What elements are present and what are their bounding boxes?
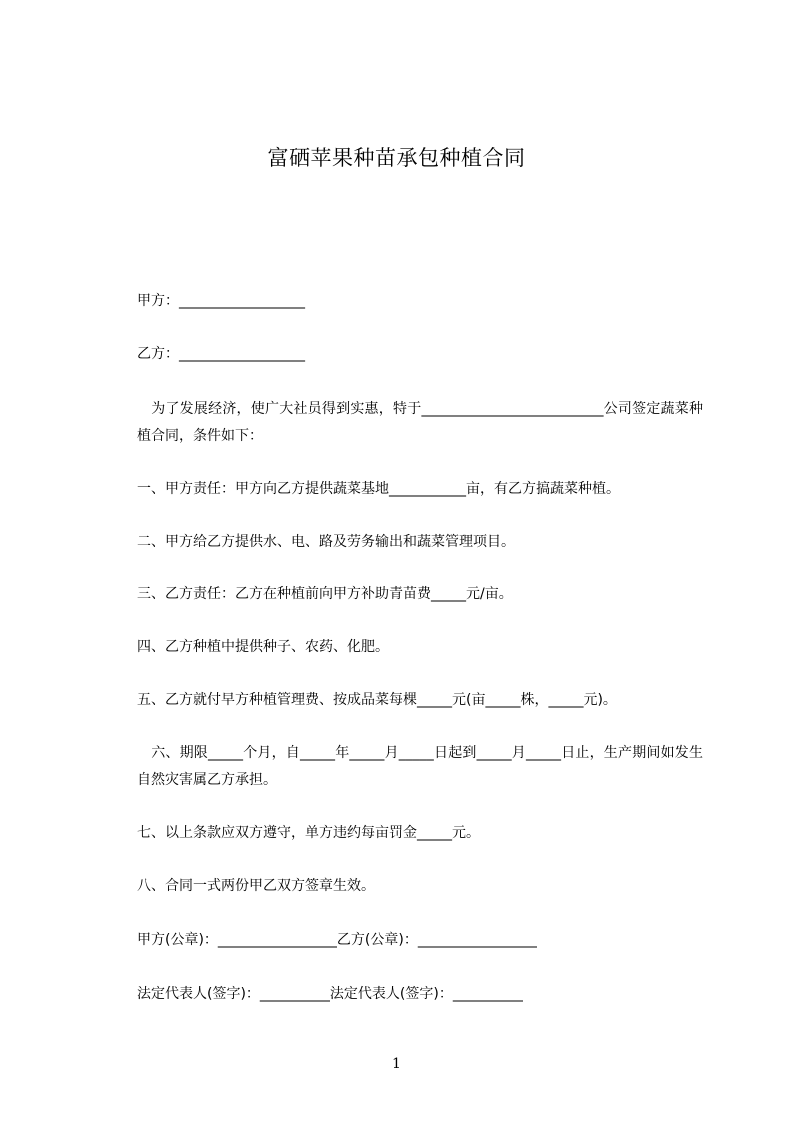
seal-line: 甲方(公章)：_________________乙方(公章)：_________________ [137,932,537,948]
clause-5: 五、乙方就付早方种植管理费、按成品菜每棵_____元(亩_____株，_____元)。 [137,692,617,708]
clause-2: 二、甲方给乙方提供水、电、路及劳务输出和蔬菜管理项目。 [137,534,515,550]
clause-7: 七、以上条款应双方遵守，单方违约每亩罚金_____元。 [137,825,480,841]
clause-3: 三、乙方责任：乙方在种植前向甲方补助青苗费_____元/亩。 [137,586,513,602]
clause-4: 四、乙方种植中提供种子、农药、化肥。 [137,639,389,655]
clause-6: 六、期限_____个月，自_____年_____月_____日起到_____月_____日止，生产期间如发生自然灾害属乙方承担。 [137,745,703,788]
document-title: 富硒苹果种苗承包种植合同 [267,146,526,170]
page-number: 1 [392,1056,401,1072]
party-a-line: 甲方：__________________ [137,293,305,309]
clause-1: 一、甲方责任：甲方向乙方提供蔬菜基地___________亩，有乙方搞蔬菜种植。 [137,481,620,497]
clause-8: 八、合同一式两份甲乙双方签章生效。 [137,878,375,894]
intro-paragraph: 为了发展经济，使广大社员得到实惠，特于__________________________公司签定蔬菜种植合同，条件如下： [137,401,703,444]
party-b-line: 乙方：__________________ [137,346,305,362]
signature-line: 法定代表人(签字)：__________法定代表人(签字)：__________ [137,986,523,1002]
